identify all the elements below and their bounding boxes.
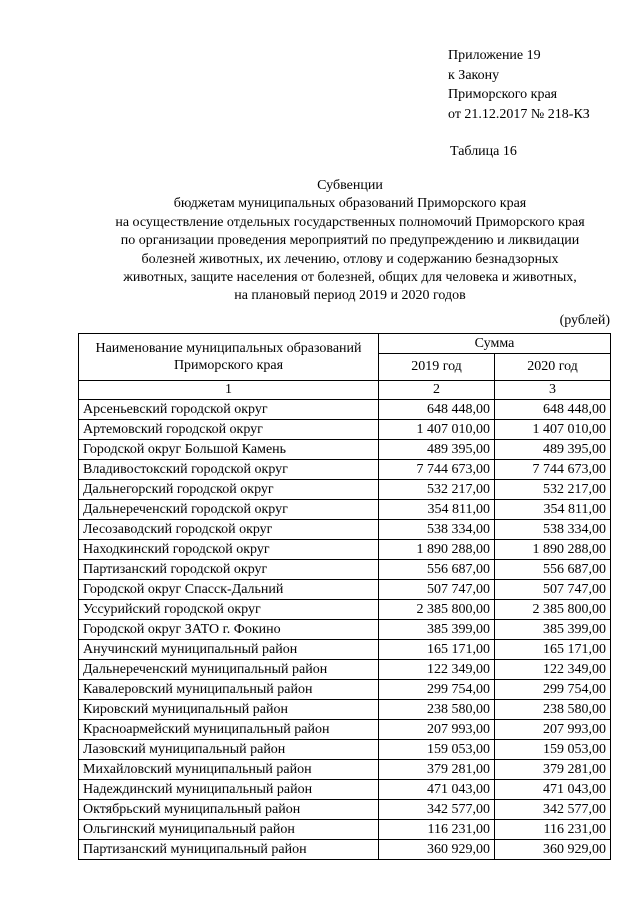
row-value-2020: 489 395,00 (495, 440, 611, 460)
row-value-2020: 207 993,00 (495, 720, 611, 740)
row-value-2020: 648 448,00 (495, 400, 611, 420)
row-value-2020: 532 217,00 (495, 480, 611, 500)
row-name: Дальнегорский городской округ (79, 480, 379, 500)
row-value-2019: 159 053,00 (379, 740, 495, 760)
row-name: Владивостокский городской округ (79, 460, 379, 480)
row-value-2019: 342 577,00 (379, 800, 495, 820)
row-value-2019: 165 171,00 (379, 640, 495, 660)
table-row (79, 460, 611, 480)
header-name (79, 334, 379, 381)
row-name: Анучинский муниципальный район (79, 640, 379, 660)
table-row (79, 720, 611, 740)
header-year-2020: 2020 год (495, 354, 611, 381)
row-value-2019: 360 929,00 (379, 840, 495, 860)
row-name: Городской округ ЗАТО г. Фокино (79, 620, 379, 640)
table-row (79, 560, 611, 580)
row-name: Кавалеровский муниципальный район (79, 680, 379, 700)
row-name: Находкинский городской округ (79, 540, 379, 560)
row-value-2019: 2 385 800,00 (379, 600, 495, 620)
row-value-2019: 1 890 288,00 (379, 540, 495, 560)
row-value-2020: 360 929,00 (495, 840, 611, 860)
table-row (79, 540, 611, 560)
row-value-2020: 165 171,00 (495, 640, 611, 660)
row-value-2020: 2 385 800,00 (495, 600, 611, 620)
table-row (79, 500, 611, 520)
row-value-2020: 471 043,00 (495, 780, 611, 800)
row-value-2019: 532 217,00 (379, 480, 495, 500)
row-value-2019: 648 448,00 (379, 400, 495, 420)
attachment-line: от 21.12.2017 № 218-КЗ (448, 106, 590, 122)
row-value-2019: 116 231,00 (379, 820, 495, 840)
column-number: 3 (495, 381, 611, 400)
row-value-2020: 379 281,00 (495, 760, 611, 780)
row-value-2019: 1 407 010,00 (379, 420, 495, 440)
row-value-2020: 122 349,00 (495, 660, 611, 680)
row-value-2019: 122 349,00 (379, 660, 495, 680)
row-value-2020: 159 053,00 (495, 740, 611, 760)
table-row (79, 760, 611, 780)
table-row (79, 840, 611, 860)
subsidies-table (78, 333, 611, 860)
row-name: Партизанский муниципальный район (79, 840, 379, 860)
table-row (79, 480, 611, 500)
row-name: Михайловский муниципальный район (79, 760, 379, 780)
row-value-2020: 1 407 010,00 (495, 420, 611, 440)
title-line: по организации проведения мероприятий по предупреждению и ликвидации (120, 233, 580, 249)
table-row (79, 800, 611, 820)
row-name: Арсеньевский городской округ (79, 400, 379, 420)
header-sum: Сумма (379, 334, 611, 354)
row-value-2020: 354 811,00 (495, 500, 611, 520)
table-row (79, 660, 611, 680)
title-line: на плановый период 2019 и 2020 годов (234, 288, 466, 304)
row-value-2020: 556 687,00 (495, 560, 611, 580)
title-line: болезней животных, их лечению, отлову и содержанию безнадзорных (141, 251, 559, 267)
table-row (79, 420, 611, 440)
row-value-2019: 489 395,00 (379, 440, 495, 460)
row-value-2019: 538 334,00 (379, 520, 495, 540)
units-label: (рублей) (559, 313, 610, 328)
row-value-2020: 385 399,00 (495, 620, 611, 640)
table-row (79, 600, 611, 620)
row-name: Надеждинский муниципальный район (79, 780, 379, 800)
row-value-2019: 385 399,00 (379, 620, 495, 640)
row-value-2019: 238 580,00 (379, 700, 495, 720)
row-name: Октябрьский муниципальный район (79, 800, 379, 820)
title-line: на осуществление отдельных государственных полномочий Приморского края (115, 214, 585, 230)
row-value-2019: 471 043,00 (379, 780, 495, 800)
row-name: Уссурийский городской округ (79, 600, 379, 620)
table-row (79, 640, 611, 660)
table-row (79, 580, 611, 600)
row-value-2020: 116 231,00 (495, 820, 611, 840)
row-value-2019: 207 993,00 (379, 720, 495, 740)
header-year-2019: 2019 год (379, 354, 495, 381)
table-row (79, 620, 611, 640)
attachment-block (448, 46, 590, 124)
row-value-2020: 538 334,00 (495, 520, 611, 540)
column-number: 2 (379, 381, 495, 400)
table-row (79, 820, 611, 840)
row-value-2019: 299 754,00 (379, 680, 495, 700)
header-name-text: Наименование муниципальных образований Приморского края (95, 341, 362, 373)
table-row (79, 520, 611, 540)
row-name: Дальнереченский муниципальный район (79, 660, 379, 680)
row-value-2020: 7 744 673,00 (495, 460, 611, 480)
table-row (79, 780, 611, 800)
row-name: Партизанский городской округ (79, 560, 379, 580)
row-value-2019: 507 747,00 (379, 580, 495, 600)
row-value-2019: 354 811,00 (379, 500, 495, 520)
row-name: Городской округ Спасск-Дальний (79, 580, 379, 600)
title-line: животных, защите населения от болезней, общих для человека и животных, (123, 270, 577, 286)
document-title (60, 177, 640, 306)
row-value-2020: 1 890 288,00 (495, 540, 611, 560)
table-row (79, 440, 611, 460)
row-name: Кировский муниципальный район (79, 700, 379, 720)
row-name: Дальнереченский городской округ (79, 500, 379, 520)
attachment-line: к Закону (448, 67, 500, 83)
attachment-line: Приложение 19 (448, 48, 541, 63)
row-value-2019: 556 687,00 (379, 560, 495, 580)
table-body (79, 400, 611, 860)
row-name: Лазовский муниципальный район (79, 740, 379, 760)
attachment-line: Приморского края (448, 87, 558, 102)
row-value-2019: 379 281,00 (379, 760, 495, 780)
table-row (79, 700, 611, 720)
title-line: бюджетам муниципальных образований Приморского края (173, 196, 527, 212)
row-name: Городской округ Большой Камень (79, 440, 379, 460)
table-number: Таблица 16 (450, 144, 517, 159)
column-number: 1 (79, 381, 379, 400)
table-row (79, 680, 611, 700)
title-line: Субвенции (317, 178, 383, 193)
row-name: Красноармейский муниципальный район (79, 720, 379, 740)
row-value-2019: 7 744 673,00 (379, 460, 495, 480)
row-name: Ольгинский муниципальный район (79, 820, 379, 840)
row-value-2020: 238 580,00 (495, 700, 611, 720)
row-value-2020: 507 747,00 (495, 580, 611, 600)
table-row (79, 740, 611, 760)
row-value-2020: 299 754,00 (495, 680, 611, 700)
row-name: Лесозаводский городской округ (79, 520, 379, 540)
row-value-2020: 342 577,00 (495, 800, 611, 820)
table-row (79, 400, 611, 420)
row-name: Артемовский городской округ (79, 420, 379, 440)
